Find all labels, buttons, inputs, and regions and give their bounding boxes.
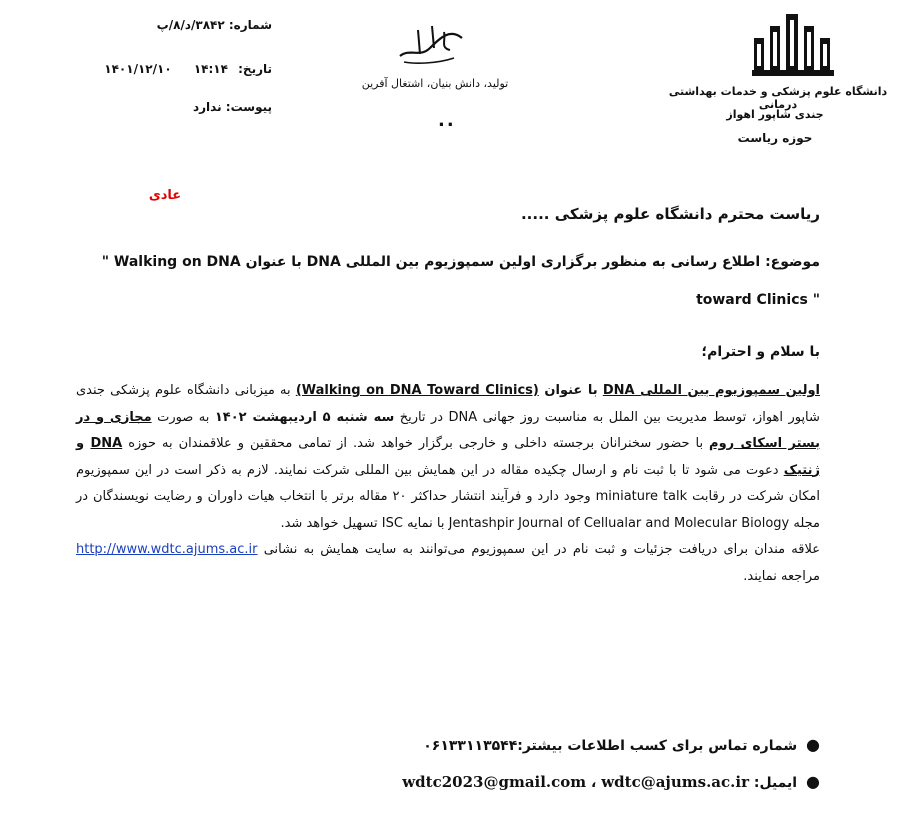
email-separator: ، bbox=[591, 775, 597, 791]
subject-dna: DNA bbox=[306, 254, 341, 270]
website-link[interactable]: http://www.wdtc.ajums.ac.ir bbox=[76, 542, 258, 557]
letter-number: شماره: ۳۸۴۲/د/۸/پ bbox=[156, 18, 272, 32]
subject-english-title: " Walking on DNA toward Clinics " bbox=[101, 254, 820, 308]
letter-time: ۱۴:۱۴ bbox=[193, 62, 228, 76]
contact-email-item bbox=[200, 772, 820, 791]
competition-text: وجود دارد و فرآیند انتشار حداکثر ۲۰ مقاله برتر با انتخاب هیات داوران و رضایت نویسندگان در مجله bbox=[76, 489, 820, 531]
subject-prefix: موضوع: bbox=[765, 254, 820, 270]
university-logo bbox=[748, 8, 838, 80]
form-intro: به صورت bbox=[157, 409, 210, 425]
event-date: سه شنبه ۵ اردیبهشت ۱۴۰۲ bbox=[214, 409, 395, 425]
title-word: با عنوان bbox=[544, 383, 598, 398]
addressee: ریاست محترم دانشگاه علوم پزشکی ..... bbox=[520, 205, 820, 223]
classification-badge: عادی bbox=[148, 188, 182, 203]
website-intro: علاقه مندان برای دریافت جزئیات و ثبت نام در این سمپوزیوم می‌توانند به سایت همایش به نشانی bbox=[263, 542, 821, 557]
letter-attachment: پیوست: ندارد bbox=[192, 100, 272, 114]
university-name: دانشگاه علوم پزشکی و خدمات بهداشتی درمانی bbox=[668, 85, 888, 111]
symposium-dna: DNA bbox=[602, 383, 635, 398]
email-label: ایمیل: bbox=[753, 775, 798, 791]
greeting: با سلام و احترام؛ bbox=[701, 344, 820, 360]
isc-index: ISC bbox=[381, 515, 403, 531]
facilitate-text: تسهیل خواهد شد. bbox=[280, 515, 378, 531]
host-text: به میزبانی دانشگاه علوم پزشکی جندی شاپور اهواز، توسط مدیریت بین الملل به مناسبت روز جهانی bbox=[76, 383, 820, 425]
and-word: و bbox=[76, 436, 85, 451]
symposium-english-title: (Walking on DNA Toward Clinics) bbox=[295, 383, 539, 398]
phone-number: ۰۶۱۳۳۱۱۳۵۴۴ bbox=[423, 738, 518, 754]
slogan-dots: .. bbox=[438, 110, 456, 131]
subject bbox=[80, 243, 820, 319]
subject-title-word: با عنوان bbox=[245, 254, 302, 270]
office-name: حوزه ریاست bbox=[737, 131, 813, 145]
subject-text: اطلاع رسانی به منظور برگزاری اولین سمپوزیوم بین المللی bbox=[345, 254, 761, 270]
university-city: جندی شاپور اهواز bbox=[726, 108, 824, 121]
miniature-talk: miniature talk bbox=[595, 489, 688, 504]
contact-phone-item bbox=[200, 735, 820, 754]
date-label: تاریخ: bbox=[238, 62, 272, 76]
date-intro: در تاریخ bbox=[399, 409, 444, 425]
motto-calligraphy bbox=[380, 18, 480, 68]
symposium-name: اولین سمپوزیوم بین المللی bbox=[640, 383, 820, 398]
dna-day: DNA bbox=[448, 409, 478, 425]
bullet-dot: ● bbox=[806, 735, 820, 754]
email-secondary[interactable]: wdtc@ajums.ac.ir bbox=[601, 773, 749, 791]
slogan: تولید، دانش بنیان، اشتغال آفرین bbox=[361, 77, 509, 90]
field-dna: DNA bbox=[90, 436, 123, 451]
letter-meta bbox=[100, 18, 272, 118]
letter-date-row bbox=[100, 62, 272, 76]
phone-label: شماره تماس برای کسب اطلاعات بیشتر: bbox=[517, 738, 798, 754]
speakers-text: با حضور سخنرانان برجسته داخلی و خارجی برگزار خواهد شد. از تمامی محققین و علاقمندان به حوزه bbox=[128, 436, 704, 451]
email-primary[interactable]: wdtc2023@gmail.com bbox=[402, 773, 587, 791]
letter-body bbox=[76, 378, 820, 590]
journal-name: Jentashpir Journal of Cellualar and Molecular Biology bbox=[448, 515, 790, 531]
invite-text: دعوت می شود تا با ثبت نام و ارسال چکیده مقاله در این همایش بین المللی شرکت نمایند. لازم به ذکر است در این سمپوزیوم امکان شرکت در رقابت bbox=[76, 462, 821, 504]
index-word: با نمایه bbox=[407, 515, 445, 531]
field-genetics: ژنتیک bbox=[783, 462, 820, 478]
letter-date: ۱۴۰۱/۱۲/۱۰ bbox=[104, 62, 172, 76]
bullet-dot: ● bbox=[806, 772, 820, 791]
event-format: مجازی و در بستر اسکای روم bbox=[76, 409, 820, 451]
website-end: مراجعه نمایند. bbox=[743, 568, 820, 584]
